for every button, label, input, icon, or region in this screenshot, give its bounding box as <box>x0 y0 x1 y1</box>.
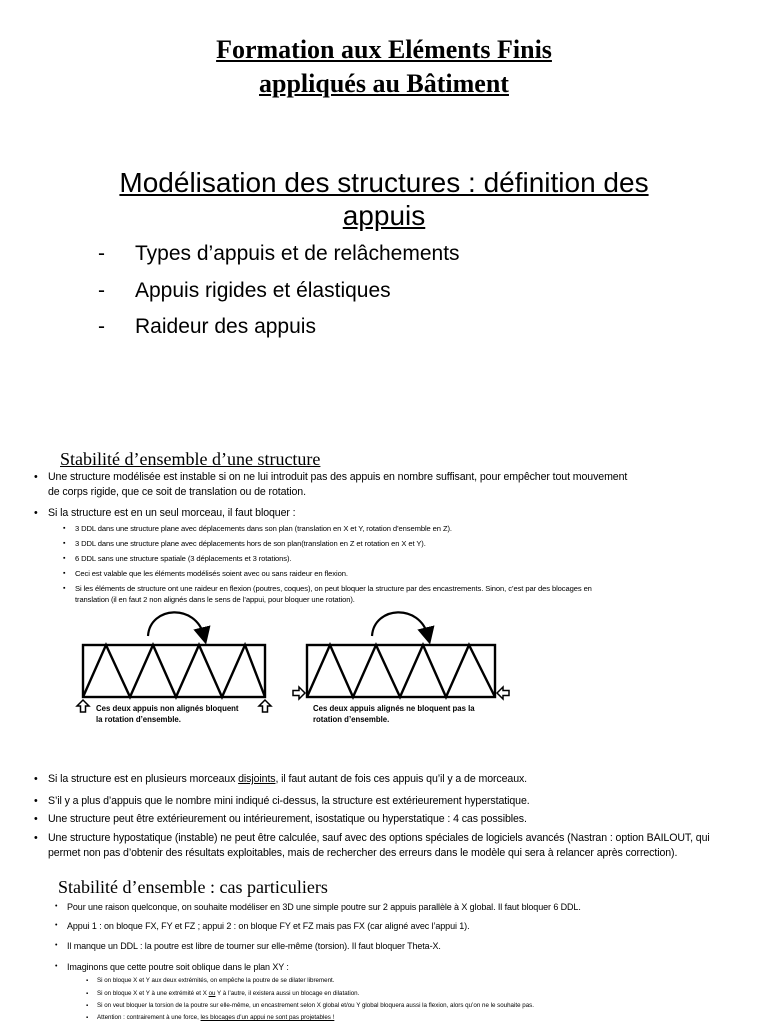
bullet-dot: • <box>55 963 58 970</box>
bullet-item <box>34 794 530 808</box>
truss-right <box>307 645 495 697</box>
sub-bullet-dot: ▪ <box>63 585 66 592</box>
bullet-continuation: de corps rigide, que ce soit de translation ou de rotation. <box>48 486 306 498</box>
sub-sub-bullet-item <box>86 1002 534 1010</box>
sub-bullet-dot: ▪ <box>86 1003 89 1009</box>
sub-bullet-text: Appui 1 : on bloque FX, FY et FZ ; appui 2 : on bloque FY et FZ mais pas FX (car aligné avec l’appui 1). <box>67 921 470 931</box>
bullet-continuation: permet non pas d’obtenir des résultats exploitables, mais de rechercher des erreurs dans le modèle qui sera à relancer après correction). <box>48 847 678 859</box>
sub-bullet-dot: ▪ <box>86 991 89 997</box>
bullet-text: S’il y a plus d’appuis que le nombre mini indiqué ci-dessus, la structure est extérieurement hyperstatique. <box>48 795 530 807</box>
sub-bullet-continuation: translation (il en faut 2 non alignés dans le sens de l’appui, pour bloquer une rotation). <box>75 595 355 604</box>
sub-sub-bullet-text-suffix: Y à l’autre, il existera aussi un blocage en dilatation. <box>215 990 360 997</box>
topic-item-text: Appuis rigides et élastiques <box>135 279 391 302</box>
diagram-caption-left-line-1: Ces deux appuis non alignés bloquent <box>96 704 239 713</box>
dash-marker: - <box>98 279 105 302</box>
rotation-arrow-left <box>148 612 204 636</box>
document-title-line-1: Formation aux Eléments Finis <box>216 35 552 64</box>
underlined-word: ou <box>208 990 216 997</box>
sub-sub-bullet-item <box>86 1014 335 1022</box>
bullet-dot: • <box>34 471 38 483</box>
bullet-text: Une structure peut être extérieurement ou intérieurement, isostatique ou hyperstatique : 4 cas possibles. <box>48 813 527 825</box>
dash-marker: - <box>98 242 105 265</box>
underlined-phrase: les blocages d’un appui ne sont pas projetables ! <box>200 1014 335 1021</box>
sub-sub-bullet-item <box>86 990 360 998</box>
topic-item-text: Raideur des appuis <box>135 315 316 338</box>
diagram-caption-right-line-1: Ces deux appuis alignés ne bloquent pas la <box>313 704 475 713</box>
sub-sub-bullet-text: Attention : contrairement à une force, <box>97 1014 201 1021</box>
truss-left <box>83 645 265 697</box>
dash-marker: - <box>98 315 105 338</box>
bullet-dot: • <box>34 773 38 785</box>
bullet-item <box>34 772 528 786</box>
topic-item-text: Types d’appuis et de relâchements <box>135 242 460 265</box>
bullet-dot: • <box>34 813 38 825</box>
bullet-item <box>34 831 710 845</box>
section-heading-stabilite: Stabilité d’ensemble d’une structure <box>60 449 321 469</box>
sub-bullet-text: 3 DDL dans une structure plane avec déplacements dans son plan (translation en X et Y, rotation d’ensemble en Z). <box>75 524 452 533</box>
section-heading-cas-particuliers: Stabilité d’ensemble : cas particuliers <box>58 877 328 897</box>
sub-bullet-dot: ▪ <box>86 978 89 984</box>
bullet-item <box>34 812 527 826</box>
diagram-caption-left-line-2: la rotation d’ensemble. <box>96 715 181 724</box>
underlined-word: disjoints <box>238 773 276 785</box>
sub-bullet-item <box>55 940 441 952</box>
sub-bullet-dot: ▪ <box>63 540 66 547</box>
bullet-dot: • <box>55 942 58 949</box>
slide-heading-line-2: appuis <box>342 200 426 231</box>
sub-bullet-text: 3 DDL dans une structure plane avec déplacements hors de son plan(translation en Z et rotation en X et Y). <box>75 539 426 548</box>
bullet-text: Si la structure est en plusieurs morceaux <box>48 773 239 785</box>
sub-bullet-text: 6 DDL sans une structure spatiale (3 déplacements et 3 rotations). <box>75 554 292 563</box>
diagram-caption-right-line-2: rotation d’ensemble. <box>313 715 390 724</box>
bullet-text-suffix: , il faut autant de fois ces appuis qu’il y a de morceaux. <box>275 773 528 785</box>
slide-heading-line-1: Modélisation des structures : définition des <box>119 167 649 198</box>
bullet-text: Si la structure est en un seul morceau, il faut bloquer : <box>48 507 296 519</box>
bullet-dot: • <box>55 903 58 910</box>
sub-bullet-item <box>55 961 289 973</box>
sub-sub-bullet-text: Si on bloque X et Y aux deux extrémités, on empêche la poutre de se dilater librement. <box>97 977 335 984</box>
sub-bullet-item <box>55 901 581 913</box>
sub-bullet-dot: ▪ <box>86 1015 89 1021</box>
sub-bullet-text: Si les éléments de structure ont une raideur en flexion (poutres, coques), on peut bloquer la structure par des encastrements. Sinon, c’est par des blocages en <box>75 584 592 593</box>
bullet-dot: • <box>34 795 38 807</box>
sub-bullet-text: Imaginons que cette poutre soit oblique dans le plan XY : <box>67 962 289 972</box>
bullet-dot: • <box>34 507 38 519</box>
sub-sub-bullet-text: Si on veut bloquer la torsion de la poutre sur elle-même, un encastrement selon X global et/ou Y global bloquera aussi la flexion, alors qu’on ne le souhaite pas. <box>97 1002 534 1009</box>
sub-bullet-text: Il manque un DDL : la poutre est libre de tourner sur elle-même (torsion). Il faut bloquer Theta-X. <box>67 941 441 951</box>
sub-sub-bullet-text: Si on bloque X et Y à une extrémité et X <box>97 990 209 997</box>
bullet-text: Une structure hypostatique (instable) ne peut être calculée, sauf avec des options spéciales de logiciels avancés (Nastran : option BAILOUT, qui <box>48 832 710 844</box>
bullet-dot: • <box>34 832 38 844</box>
sub-sub-bullet-item <box>86 977 335 985</box>
sub-bullet-text: Ceci est valable que les éléments modélisés soient avec ou sans raideur en flexion. <box>75 569 348 578</box>
sub-bullet-dot: ▪ <box>63 525 66 532</box>
rotation-arrow-right <box>372 612 428 636</box>
sub-bullet-dot: ▪ <box>63 570 66 577</box>
document-title-line-2: appliqués au Bâtiment <box>259 69 509 98</box>
sub-bullet-item <box>55 920 470 932</box>
bullet-text: Une structure modélisée est instable si on ne lui introduit pas des appuis en nombre suffisant, pour empêcher tout mouvement <box>48 471 628 483</box>
sub-bullet-dot: ▪ <box>63 555 66 562</box>
bullet-dot: • <box>55 922 58 929</box>
sub-bullet-text: Pour une raison quelconque, on souhaite modéliser en 3D une simple poutre sur 2 appuis parallèle à X global. Il faut bloquer 6 DDL. <box>67 902 581 912</box>
